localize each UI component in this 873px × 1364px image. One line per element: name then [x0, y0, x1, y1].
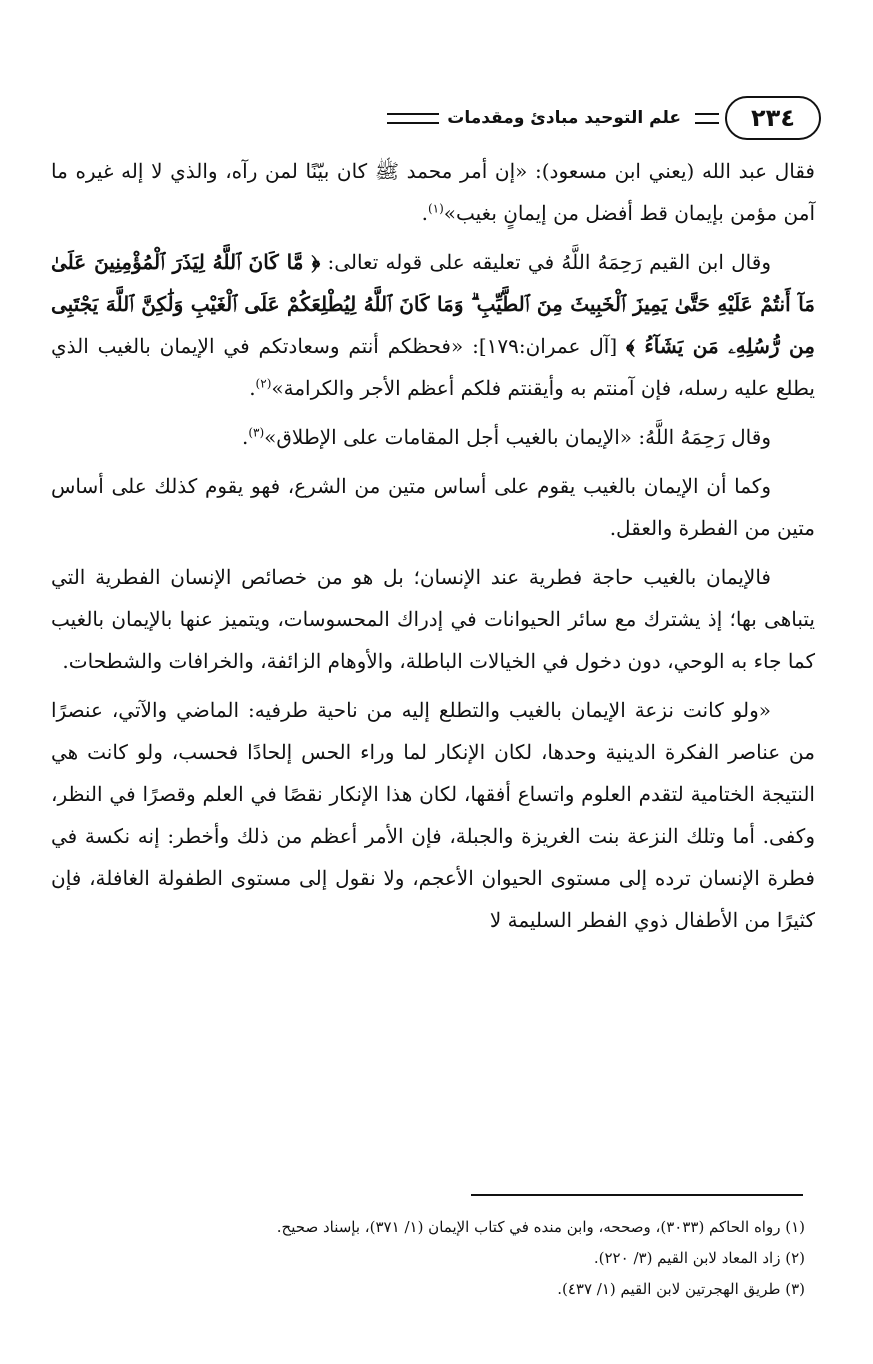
paragraph-2: [51, 241, 815, 409]
quran-verse: ﴿ مَّا كَانَ ٱللَّهُ لِيَذَرَ ٱلْمُؤْمِنِينَ عَلَىٰ مَآ أَنتُمْ عَلَيْهِ حَتَّىٰ يَمِيزَ ٱلْخَبِيثَ مِنَ ٱلطَّيِّبِ ۗ وَمَا كَانَ ٱللَّهُ لِيُطْلِعَكُمْ عَلَى ٱلْغَيْبِ وَلَٰكِنَّ ٱللَّهَ يَجْتَبِى مِن رُّسُلِهِۦ مَن يَشَآءُ ﴾: [51, 250, 815, 358]
paragraph-6: [51, 689, 815, 941]
footnote-marker: (٢): [255, 376, 272, 391]
paragraph-3: [51, 416, 815, 458]
page-number: ٢٣٤: [725, 96, 821, 140]
verse-reference: [آل عمران:١٧٩]:: [463, 334, 627, 358]
footnote-1: (١) رواه الحاكم (٣٠٣٣)، وصححه، وابن منده في كتاب الإيمان (١/ ٣٧١)، بإسناد صحيح.: [276, 1218, 805, 1236]
footnote-2: (٢) زاد المعاد لابن القيم (٣/ ٢٢٠).: [593, 1249, 805, 1267]
main-text: [51, 150, 815, 941]
paragraph-text: فالإيمان بالغيب حاجة فطرية عند الإنسان؛ بل هو من خصائص الإنسان الفطرية التي يتباهى بها؛ إذ يشترك مع سائر الحيوانات في إدراك المحسوسات، ويتميز عنها بالإيمان بالغيب كما جاء به الوحي، دون دخول في الخيالات الباطلة، والأوهام الزائفة، والخرافات والشطحات.: [51, 565, 815, 673]
header-double-rule: [387, 113, 439, 124]
paragraph-intro: وقال ابن القيم رَحِمَهُ اللَّهُ في تعليقه على قوله تعالى:: [320, 250, 771, 274]
paragraph-text: فقال عبد الله (يعني ابن مسعود): «إن أمر محمد ﷺ كان بيّنًا لمن رآه، والذي لا إله غيره ما آمن مؤمن بإيمان قط أفضل من إيمانٍ بغيب»: [51, 159, 815, 225]
running-header: [40, 92, 821, 144]
footnotes: [65, 1212, 805, 1305]
paragraph-5: [51, 556, 815, 682]
paragraph-text: «ولو كانت نزعة الإيمان بالغيب والتطلع إليه من ناحية طرفيه: الماضي والآتي، عنصرًا من عناصر الفكرة الدينية وحدها، لكان الإنكار لما وراء الحس إلحادًا فحسب، ولو كانت هي النتيجة الختامية لتقدم العلوم واتساع أفقها، لكان هذا الإنكار نقصًا في العلم وقصرًا في النظر، وكفى. أما وتلك النزعة بنت الغريزة والجبلة، فإن الأمر أعظم من ذلك وأخطر: إنه نكسة في فطرة الإنسان ترده إلى مستوى الحيوان الأعجم، ولا نقول إلى مستوى الطفولة الغافلة، فإن كثيرًا من الأطفال ذوي الفطر السليمة لا: [51, 698, 815, 932]
footnote-marker: (٣): [248, 425, 265, 440]
paragraph-end: .: [241, 425, 249, 449]
footnote-marker: (١): [427, 201, 444, 216]
footnote-3: (٣) طريق الهجرتين لابن القيم (١/ ٤٣٧).: [557, 1280, 805, 1298]
header-title: علم التوحيد مبادئ ومقدمات: [447, 108, 681, 128]
paragraph-1: [51, 150, 815, 234]
footnote-separator: [471, 1194, 803, 1196]
paragraph-text: «فحظكم أنتم وسعادتكم في الإيمان بالغيب الذي يطلع عليه رسله، فإن آمنتم به وأيقنتم فلكم أعظم الأجر والكرامة»: [51, 334, 815, 400]
paragraph-text: وقال رَحِمَهُ اللَّهُ: «الإيمان بالغيب أجل المقامات على الإطلاق»: [264, 425, 771, 449]
paragraph-end: .: [421, 201, 428, 225]
header-ornament-rule: [695, 113, 719, 124]
paragraph-text: وكما أن الإيمان بالغيب يقوم على أساس متين من الشرع، فهو يقوم كذلك على أساس متين من الفطرة والعقل.: [51, 474, 815, 540]
paragraph-4: [51, 465, 815, 549]
paragraph-end: .: [249, 376, 256, 400]
